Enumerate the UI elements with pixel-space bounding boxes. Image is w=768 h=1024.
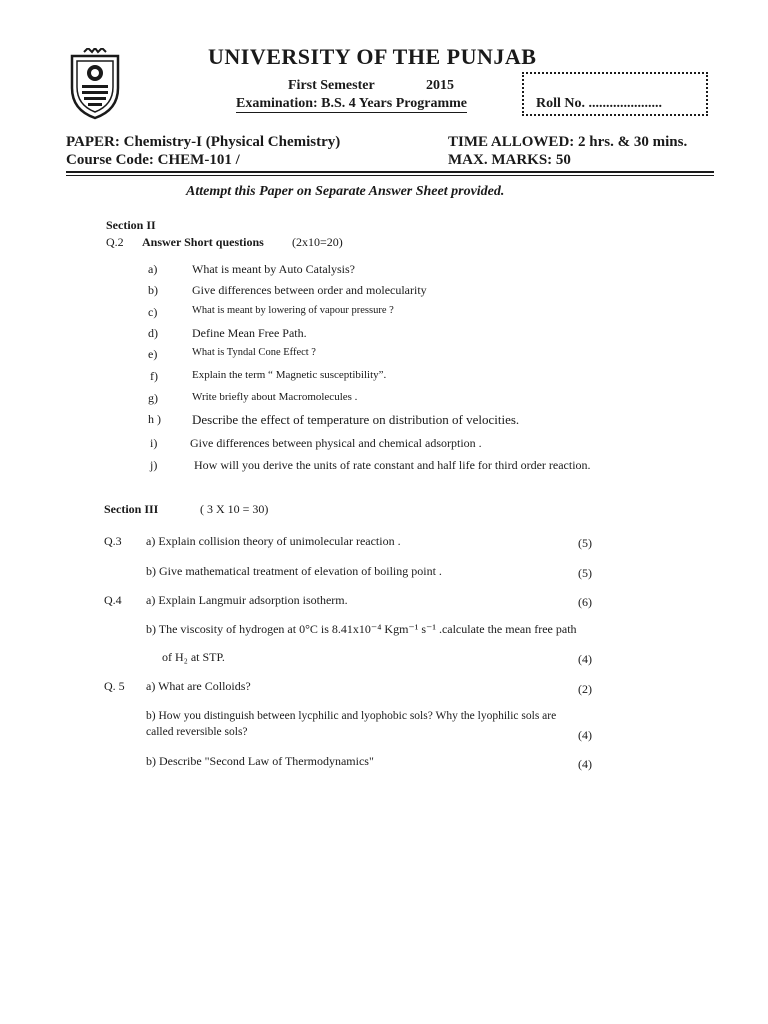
q2-item-text: What is meant by Auto Catalysis? xyxy=(192,262,355,276)
year-label: 2015 xyxy=(426,78,454,93)
q5-part-c: b) Describe "Second Law of Thermodynamics" xyxy=(146,754,374,768)
q3-part-b: b) Give mathematical treatment of elevation of boiling point . xyxy=(146,564,442,578)
header-divider-thin xyxy=(66,175,714,176)
q2-item-text: Define Mean Free Path. xyxy=(192,326,307,340)
q5-part-c-marks: (4) xyxy=(578,757,592,771)
course-code: Course Code: CHEM-101 / xyxy=(66,152,240,168)
university-crest-logo xyxy=(66,48,124,120)
q4-part-b-line2: of H₂ at STP. xyxy=(162,650,225,664)
q2-item-text: Explain the term “ Magnetic susceptibility”. xyxy=(192,369,387,381)
q5-part-b-line1: b) How you distinguish between lycphilic and lyophobic sols? Why the lyophilic sols are xyxy=(146,710,557,722)
q5-number: Q. 5 xyxy=(104,679,125,693)
q2-item-label: j) xyxy=(150,458,158,472)
section-3-title: Section III xyxy=(104,502,159,516)
time-allowed: TIME ALLOWED: 2 hrs. & 30 mins. xyxy=(448,134,688,150)
q2-item-text: How will you derive the units of rate constant and half life for third order reaction. xyxy=(194,458,591,472)
q2-item-label: b) xyxy=(148,283,158,297)
max-marks: MAX. MARKS: 50 xyxy=(448,152,571,168)
q3-part-b-marks: (5) xyxy=(578,566,592,580)
q2-number: Q.2 xyxy=(106,235,124,249)
header-divider xyxy=(66,171,714,173)
q4-number: Q.4 xyxy=(104,593,122,607)
q2-item-text: What is meant by lowering of vapour pressure ? xyxy=(192,305,394,316)
q2-item-text: Give differences between physical and chemical adsorption . xyxy=(190,436,482,450)
paper-title: PAPER: Chemistry-I (Physical Chemistry) xyxy=(66,134,341,150)
section-2-title: Section II xyxy=(106,218,156,232)
q5-part-b-line2: called reversible sols? xyxy=(146,726,248,738)
q2-item-text: Give differences between order and molecularity xyxy=(192,283,427,297)
q2-item-label: i) xyxy=(150,436,158,450)
q4-part-a: a) Explain Langmuir adsorption isotherm. xyxy=(146,593,348,607)
q5-part-b-marks: (4) xyxy=(578,728,592,742)
q2-item-label: a) xyxy=(148,262,158,276)
section-3-marks: ( 3 X 10 = 30) xyxy=(200,502,269,516)
semester-label: First Semester xyxy=(288,78,375,93)
q2-text: Answer Short questions xyxy=(142,235,264,249)
q2-item-label: d) xyxy=(148,326,158,340)
q4-part-b-marks: (4) xyxy=(578,652,592,666)
q3-part-a: a) Explain collision theory of unimolecular reaction . xyxy=(146,534,401,548)
roll-number-label: Roll No. ..................... xyxy=(536,96,662,111)
q5-part-a: a) What are Colloids? xyxy=(146,679,251,693)
q3-number: Q.3 xyxy=(104,534,122,548)
q2-item-label: h ) xyxy=(148,412,161,426)
examination-label: Examination: B.S. 4 Years Programme xyxy=(236,96,467,111)
q2-item-label: f) xyxy=(150,369,158,383)
university-title: UNIVERSITY OF THE PUNJAB xyxy=(208,44,537,69)
q5-part-a-marks: (2) xyxy=(578,682,592,696)
q4-part-b-line1: b) The viscosity of hydrogen at 0°C is 8.41x10⁻⁴ Kgm⁻¹ s⁻¹ .calculate the mean free path xyxy=(146,622,577,636)
q2-marks: (2x10=20) xyxy=(292,235,343,249)
q4-part-a-marks: (6) xyxy=(578,595,592,609)
q2-item-label: c) xyxy=(148,305,158,319)
q3-part-a-marks: (5) xyxy=(578,536,592,550)
q2-item-label: g) xyxy=(148,391,158,405)
q2-item-text: Describe the effect of temperature on distribution of velocities. xyxy=(192,412,520,427)
q2-item-text: What is Tyndal Cone Effect ? xyxy=(192,347,316,358)
q2-item-text: Write briefly about Macromolecules . xyxy=(192,391,358,403)
instruction-text: Attempt this Paper on Separate Answer Sheet provided. xyxy=(186,184,505,199)
q2-item-label: e) xyxy=(148,347,158,361)
